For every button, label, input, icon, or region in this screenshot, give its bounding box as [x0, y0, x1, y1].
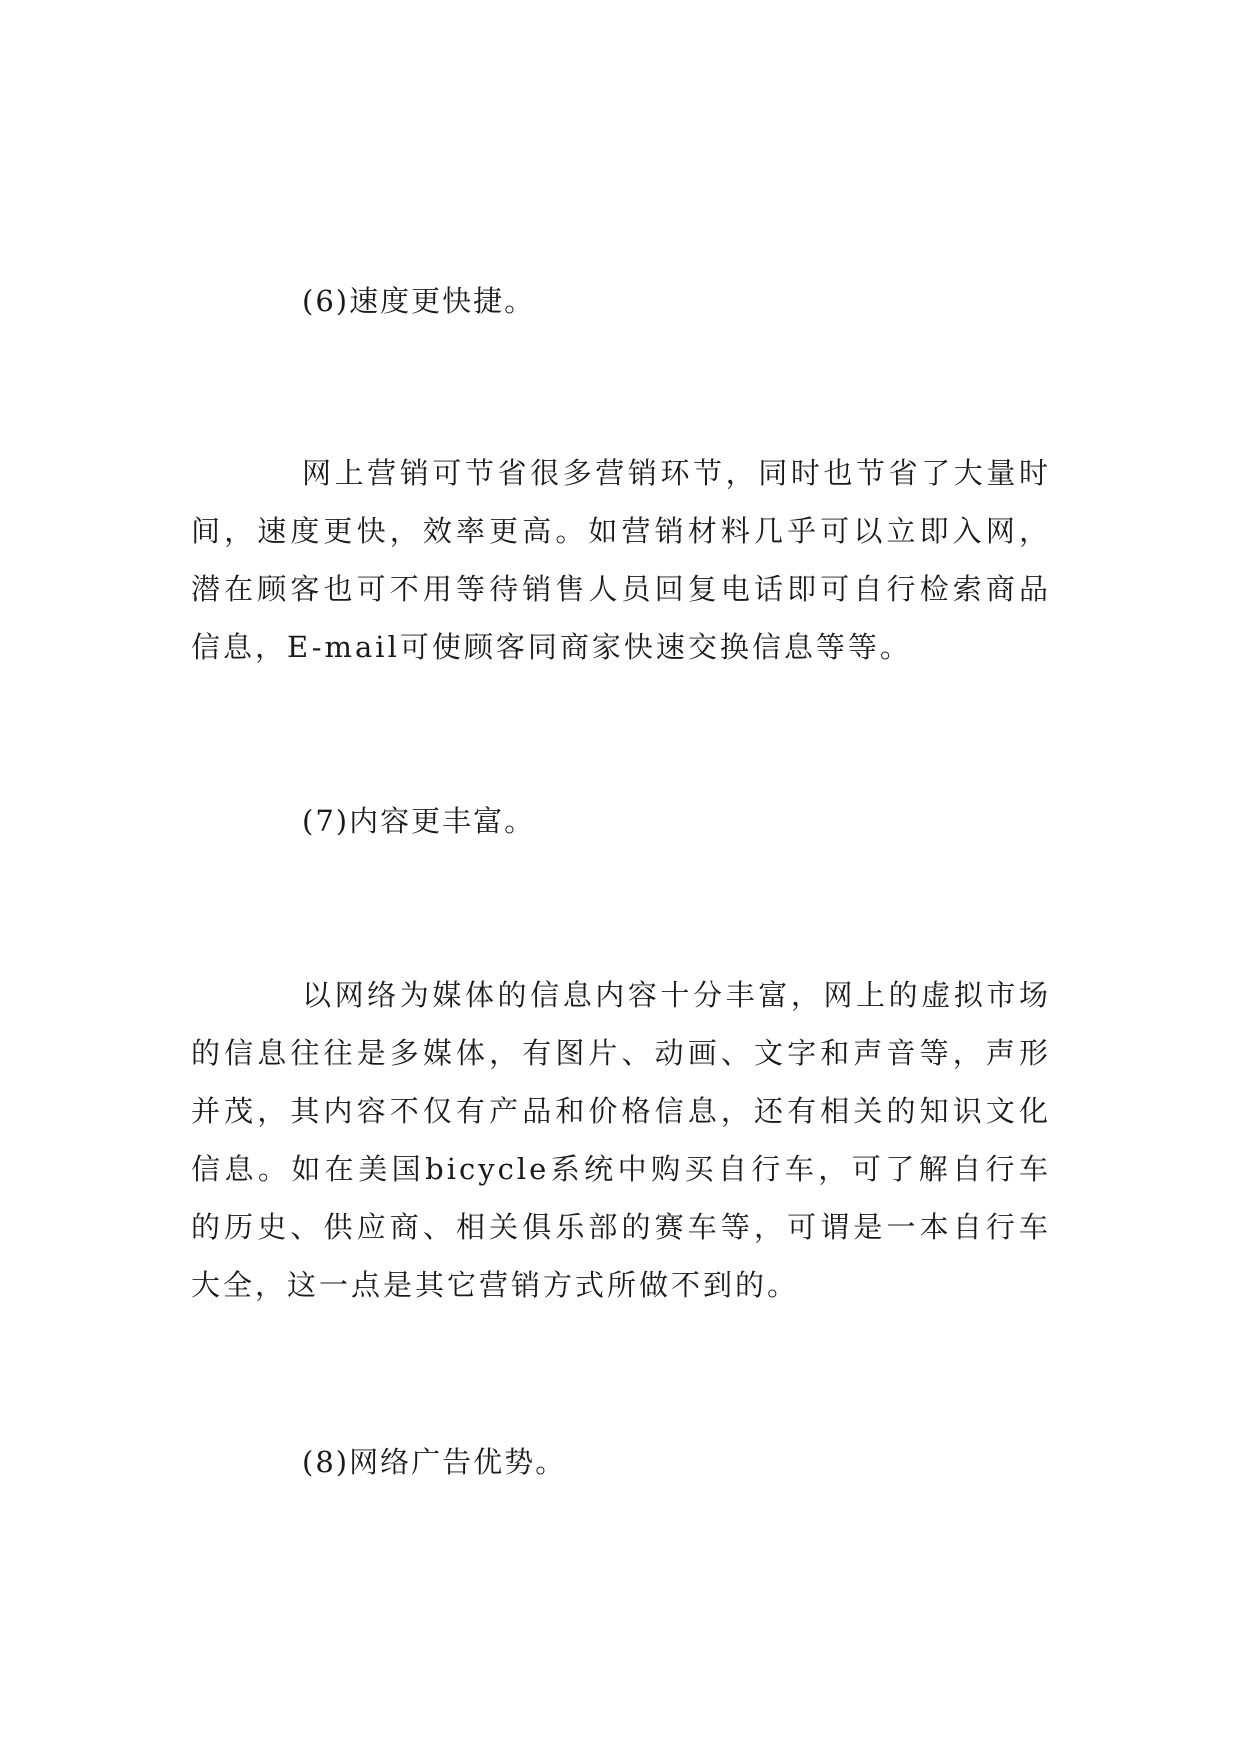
section-heading-speed: (6)速度更快捷。	[302, 284, 536, 318]
section-heading-content: (7)内容更丰富。	[302, 804, 536, 838]
section-heading-advertising: (8)网络广告优势。	[302, 1445, 567, 1479]
section-paragraph-speed: 网上营销可节省很多营销环节，同时也节省了大量时间，速度更快，效率更高。如营销材料几乎可以立即入网，潜在顾客也可不用等待销售人员回复电话即可自行检索商品信息，E-mail可使顾客同商家快速交换信息等等。	[191, 456, 1051, 664]
section-paragraph-content: 以网络为媒体的信息内容十分丰富，网上的虚拟市场的信息往往是多媒体，有图片、动画、文字和声音等，声形并茂，其内容不仅有产品和价格信息，还有相关的知识文化信息。如在美国bicycle系统中购买自行车，可了解自行车的历史、供应商、相关俱乐部的赛车等，可谓是一本自行车大全，这一点是其它营销方式所做不到的。	[191, 978, 1051, 1302]
